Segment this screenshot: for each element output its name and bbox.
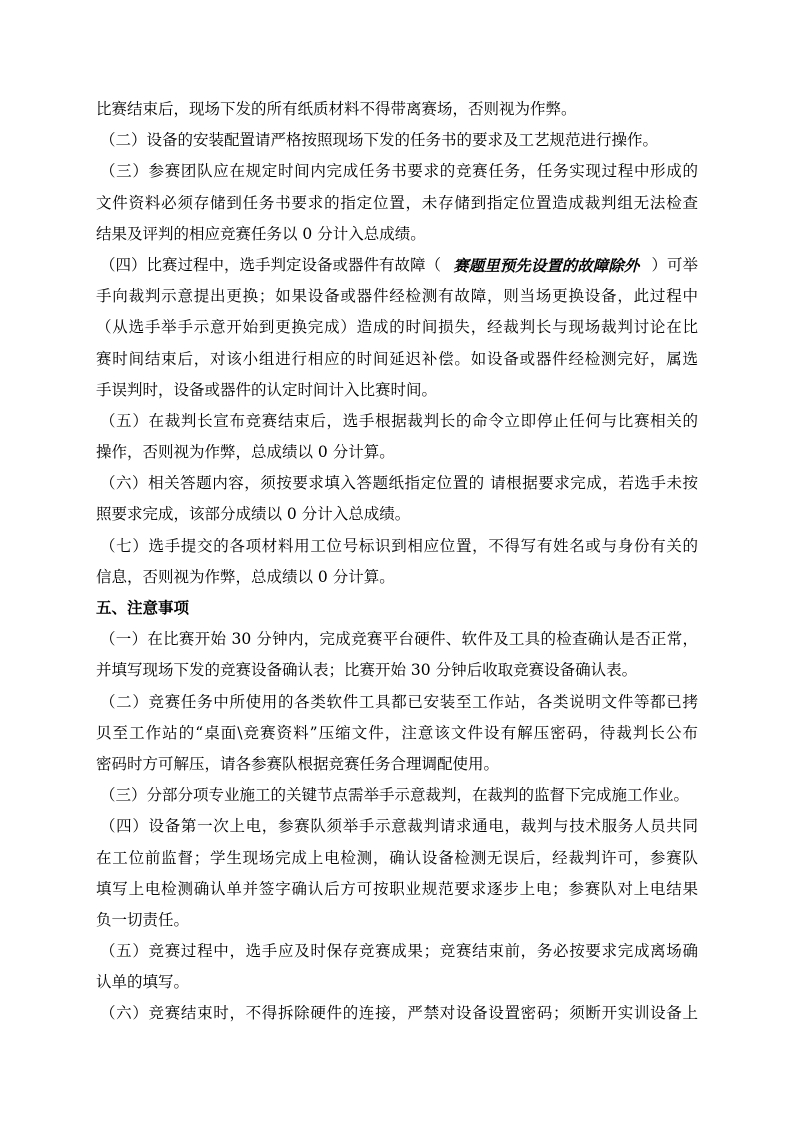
paragraph-line [96,562,698,593]
line-text: （四）设备第一次上电，参赛队须举手示意裁判请求通电，裁判与技术服务人员共同 [100,817,698,836]
paragraph-line [96,718,698,749]
line-text: 填写上电检测确认单并签字确认后方可按职业规范要求逐步上电；参赛队对上电结果 [96,879,698,898]
line-text: 认单的填写。 [96,973,190,992]
line-text: （二）设备的安装配置请严格按照现场下发的任务书的要求及工艺规范进行操作。 [100,131,659,150]
line-text: （二）竞赛任务中所使用的各类软件工具都已安装至工作站，各类说明文件等都已拷 [100,692,698,711]
paragraph-line [96,250,698,281]
line-text: （六）相关答题内容，须按要求填入答题纸指定位置的 请根据要求完成，若选手未按 [100,474,698,493]
paragraph-line [96,843,698,874]
line-text: 照要求完成，该部分成绩以 0 分计入总成绩。 [96,505,411,524]
paragraph-line [96,468,698,499]
paragraph-line [96,874,698,905]
paragraph-line [96,406,698,437]
line-text: （四）比赛过程中，选手判定设备或器件有故障（ [100,255,442,274]
line-text: （三）参赛团队应在规定时间内完成任务书要求的竞赛任务，任务实现过程中形成的 [100,162,698,181]
line-text: 赛时间结束后，对该小组进行相应的时间延迟补偿。如设备或器件经检测完好，属选 [96,349,698,368]
paragraph-line [96,156,698,187]
line-text: 贝至工作站的“桌面\竞赛资料”压缩文件，注意该文件设有解压密码，待裁判长公布 [96,723,698,742]
heading-text: 五、注意事项 [96,599,190,617]
paragraph-line [96,219,698,250]
paragraph-line [96,749,698,780]
paragraph-line [96,437,698,468]
paragraph-line [96,967,698,998]
line-text: 比赛结束后，现场下发的所有纸质材料不得带离赛场，否则视为作弊。 [96,100,577,118]
paragraph-line [96,936,698,967]
paragraph-line [96,281,698,312]
line-text: （从选手举手示意开始到更换完成）造成的时间损失，经裁判长与现场裁判讨论在比 [96,318,698,337]
line-text: 文件资料必须存储到任务书要求的指定位置，未存储到指定位置造成裁判组无法检查 [96,193,698,212]
line-text: ）可举 [651,255,698,274]
paragraph-line [96,624,698,655]
line-text: 操作，否则视为作弊，总成绩以 0 分计算。 [96,443,395,462]
paragraph-line [96,499,698,530]
line-text: （五）竞赛过程中，选手应及时保存竞赛成果；竞赛结束前，务必按要求完成离场确 [100,942,698,961]
line-text: （一）在比赛开始 30 分钟内，完成竞赛平台硬件、软件及工具的检查确认是否正常， [100,630,698,649]
paragraph-line [96,125,698,156]
line-text: （六）竞赛结束时，不得拆除硬件的连接，严禁对设备设置密码；须断开实训设备上 [100,1004,698,1023]
paragraph-line [96,375,698,406]
line-text: （三）分部分项专业施工的关键节点需举手示意裁判，在裁判的监督下完成施工作业。 [100,786,690,805]
paragraph-line [96,655,698,686]
paragraph-line [96,94,698,125]
paragraph-line [96,811,698,842]
paragraph-line [96,344,698,375]
line-text: 并填写现场下发的竞赛设备确认表；比赛开始 30 分钟后收取竞赛设备确认表。 [96,661,638,680]
line-text: 手误判时，设备或器件的认定时间计入比赛时间。 [96,380,438,399]
paragraph-line [96,905,698,936]
line-text: 在工位前监督；学生现场完成上电检测，确认设备检测无误后，经裁判许可，参赛队 [96,848,698,867]
emphasis-text: 赛题里预先设置的故障除外 [453,255,640,275]
paragraph-line [96,687,698,718]
line-text [100,250,698,281]
document-body [96,94,698,1030]
paragraph-line [96,188,698,219]
line-text: （七）选手提交的各项材料用工位号标识到相应位置，不得写有姓名或与身份有关的 [100,536,698,555]
paragraph-line [96,780,698,811]
section-heading [96,593,698,624]
paragraph-line [96,312,698,343]
line-text: 负一切责任。 [96,910,190,929]
paragraph-line [96,998,698,1029]
line-text: 手向裁判示意提出更换；如果设备或器件经检测有故障，则当场更换设备，此过程中 [96,287,698,306]
line-text: （五）在裁判长宣布竞赛结束后，选手根据裁判长的命令立即停止任何与比赛相关的 [100,411,698,430]
line-text: 结果及评判的相应竞赛任务以 0 分计入总成绩。 [96,224,426,243]
paragraph-line [96,531,698,562]
line-text: 密码时方可解压，请各参赛队根据竞赛任务合理调配使用。 [96,754,500,773]
line-text: 信息，否则视为作弊，总成绩以 0 分计算。 [96,567,395,586]
